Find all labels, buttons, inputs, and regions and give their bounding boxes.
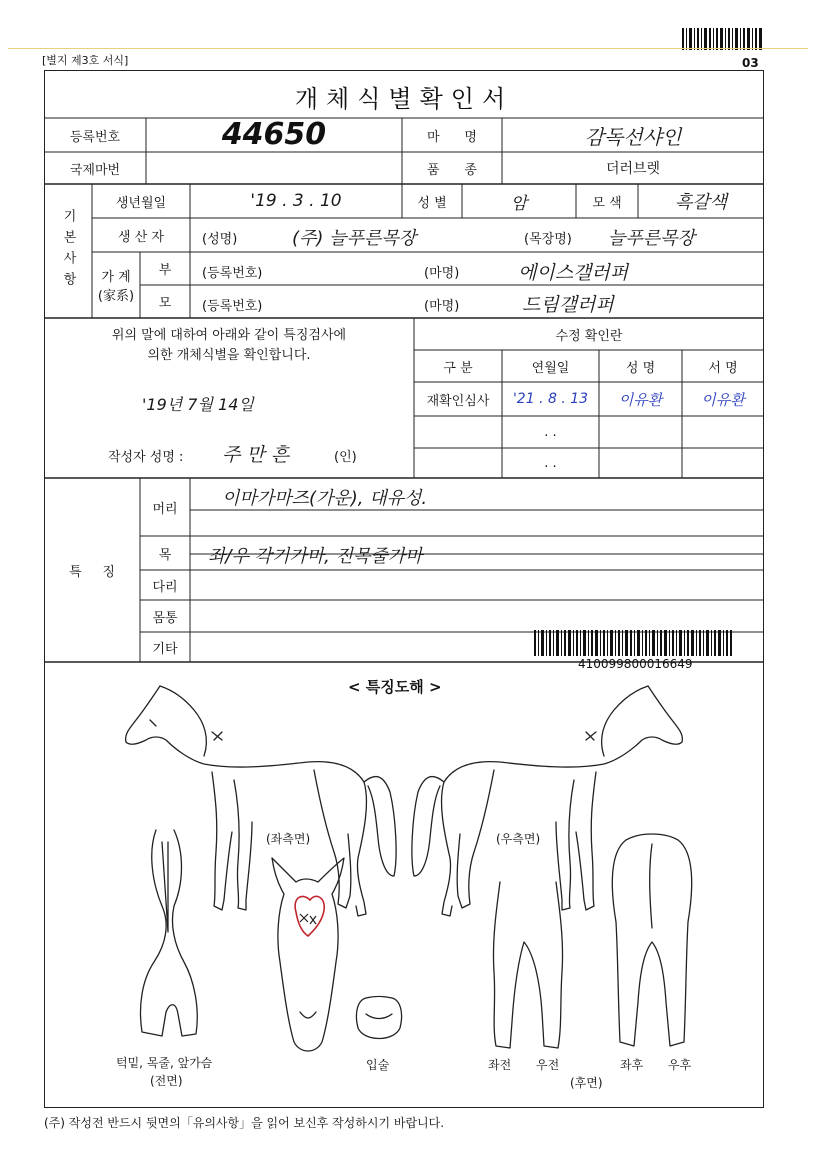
front-right-leg-label: 우전 (536, 1058, 560, 1072)
front-legs-view (493, 882, 562, 1048)
confirm-text-line2: 의한 개체식별을 확인합니다. (147, 348, 311, 363)
horse-name-label: 마 명 (427, 129, 477, 145)
rear-label: (후면) (570, 1076, 603, 1090)
top-barcode (682, 28, 762, 50)
feature-barcode (534, 630, 732, 658)
features-section-label: 특 징 (69, 564, 115, 580)
left-side-label: (좌측면) (266, 832, 311, 846)
horse-diagram (44, 662, 764, 1102)
sex-value: 암 (510, 193, 528, 214)
revision-row1-sign: 이유환 (701, 390, 745, 409)
feature-neck-value: 좌/우 각기가마, 진목줄가마 (208, 546, 423, 567)
front-label: (전면) (150, 1074, 183, 1088)
right-side-label: (우측면) (496, 832, 541, 846)
revision-row1-type: 재확인심사 (426, 393, 490, 409)
writer-name: 주 만 흔 (222, 444, 290, 466)
page-number: 03 (742, 56, 759, 70)
confirm-text (44, 326, 414, 366)
producer-name: (주) 늘푸른목장 (292, 228, 417, 249)
feature-label-legs: 다리 (152, 579, 178, 595)
rear-view-horse (612, 834, 691, 1046)
lips-view (356, 997, 401, 1039)
sire-reg-tag: (등록번호) (202, 266, 263, 281)
birth-value: '19 . 3 . 10 (250, 191, 342, 211)
dam-reg-tag: (등록번호) (202, 299, 263, 314)
basic-section-label-text: 기본사항 (60, 209, 76, 293)
pedigree-label (92, 252, 140, 318)
revision-row1-date: '21 . 8 . 13 (512, 391, 589, 407)
reg-no-value: 44650 (221, 116, 327, 152)
pedigree-hanja: (家系) (97, 289, 135, 304)
hind-left-leg-label: 좌후 (620, 1058, 644, 1072)
feature-label-neck: 목 (158, 547, 172, 563)
breed-value: 더러브렛 (605, 161, 661, 177)
left-side-horse (126, 686, 396, 916)
sire-name-tag: (마명) (424, 266, 460, 281)
writer-seal: (인) (334, 450, 357, 465)
revision-header-name: 성 명 (625, 360, 656, 376)
sire-name: 에이스갤러퍼 (518, 262, 629, 284)
revision-header-sign: 서 명 (708, 360, 738, 376)
feature-barcode-number: 410099800016649 (578, 657, 693, 671)
producer-name-tag: (성명) (202, 232, 238, 247)
right-side-horse (412, 686, 682, 916)
sex-label: 성 별 (417, 195, 447, 211)
revision-title: 수정 확인란 (555, 328, 623, 344)
feature-head-value: 이마가마즈(가운), 대유성. (222, 488, 428, 509)
sire-label: 부 (158, 263, 172, 278)
feature-label-head: 머리 (152, 501, 178, 517)
feature-label-body: 몸통 (152, 610, 178, 626)
color-label: 모 색 (592, 195, 622, 211)
revision-row2-date: . . (544, 424, 557, 440)
hind-right-leg-label: 우후 (668, 1058, 692, 1072)
top-rule (8, 48, 808, 49)
footer-note: (주) 작성전 반드시 뒷면의「유의사항」을 읽어 보신후 작성하시기 바랍니다. (44, 1116, 445, 1130)
head-marking-cross (300, 914, 316, 924)
revision-header-date: 연월일 (531, 360, 570, 376)
head-front-view (272, 858, 344, 1051)
horse-name-value: 감독선샤인 (584, 124, 682, 149)
head-marking (295, 896, 324, 936)
feature-label-other: 기타 (152, 641, 178, 657)
diagram-title: < 특징도해 > (348, 678, 442, 696)
basic-section-label (44, 184, 92, 318)
front-caption: 턱밑, 목줄, 앞가슴 (116, 1056, 213, 1070)
writer-label: 작성자 성명 : (108, 450, 184, 465)
dam-name: 드림갤러퍼 (522, 294, 614, 316)
farm-name: 늘푸른목장 (608, 228, 695, 249)
front-left-leg-label: 좌전 (488, 1058, 512, 1072)
reg-no-label: 등록번호 (69, 129, 121, 145)
confirm-text-line1: 위의 말에 대하여 아래와 같이 특징검사에 (111, 328, 347, 343)
revision-row3-date: . . (544, 455, 557, 471)
lips-label: 입술 (366, 1058, 390, 1072)
confirm-date: '19년 7월 14일 (142, 395, 254, 414)
color-value: 흑갈색 (674, 192, 728, 213)
producer-label: 생 산 자 (118, 229, 164, 245)
breed-label: 품 종 (427, 162, 477, 178)
front-view-horse (141, 830, 198, 1036)
dam-label: 모 (158, 296, 172, 311)
revision-header-type: 구 분 (443, 360, 473, 376)
intl-no-label: 국제마번 (69, 162, 121, 178)
form-number: [별지 제3호 서식] (42, 54, 129, 67)
revision-row1-name: 이유환 (618, 390, 663, 409)
dam-name-tag: (마명) (424, 299, 460, 314)
birth-label: 생년월일 (115, 195, 167, 211)
farm-tag: (목장명) (524, 232, 572, 247)
pedigree-label-text: 가 계 (101, 270, 131, 285)
document-title (44, 74, 764, 118)
document-title-text: 개체식별확인서 (294, 84, 514, 113)
